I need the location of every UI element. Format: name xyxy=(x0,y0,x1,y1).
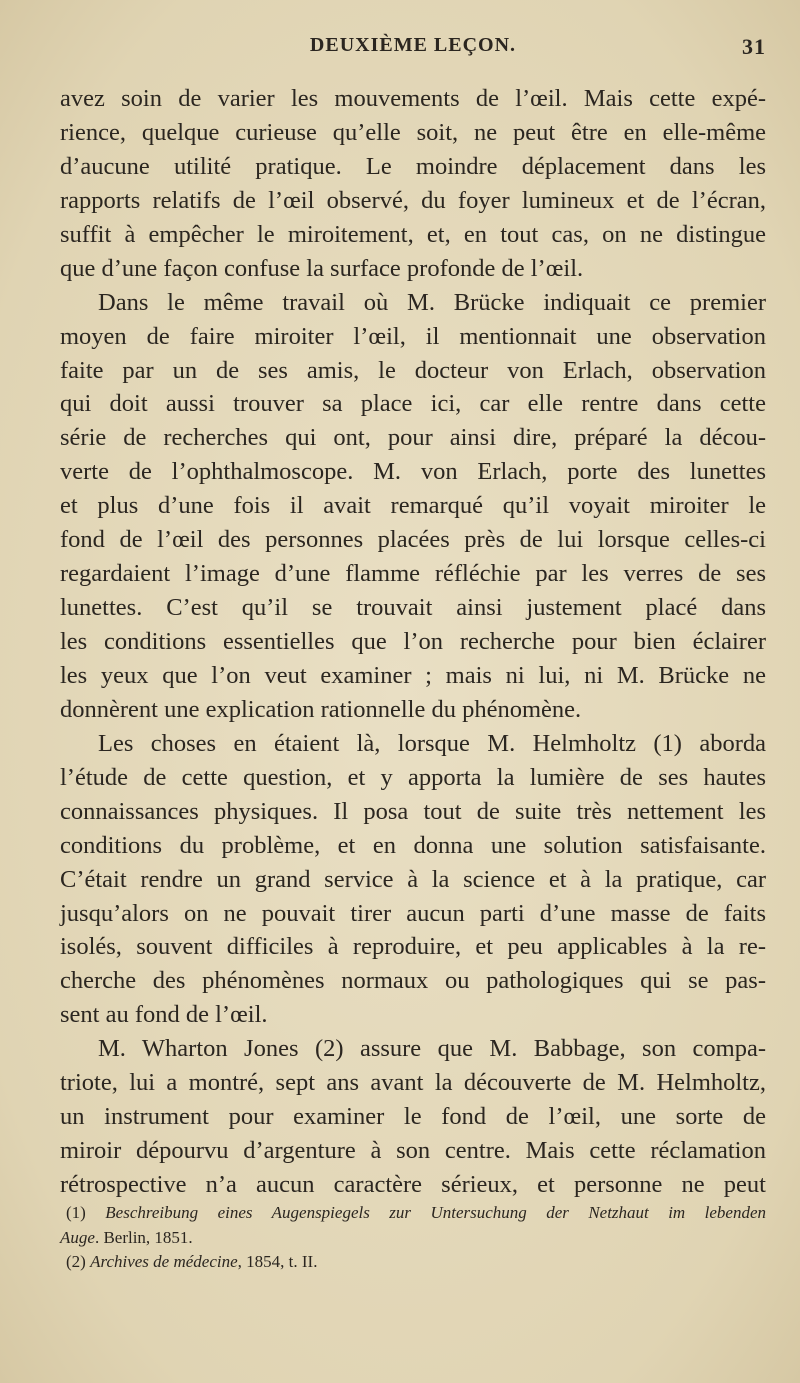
footnote-1 xyxy=(60,1201,766,1226)
footnote-title: Archives de médecine xyxy=(90,1252,238,1271)
text-line: d’aucune utilité pratique. Le moindre déplacement dans les xyxy=(60,152,766,180)
footnote-rest: . Berlin, 1851. xyxy=(94,1227,193,1247)
text-line: sent au fond de l’œil. xyxy=(60,1001,268,1029)
footnote-mark: (1) xyxy=(66,1203,86,1222)
footnote-mark: (2) xyxy=(66,1252,86,1271)
text-line: rétrospective n’a aucun caractère sérieux, et personne ne peut xyxy=(60,1171,766,1198)
text-line: triote, lui a montré, sept ans avant la découverte de M. Helmholtz, xyxy=(60,1069,766,1097)
text-line: faite par un de ses amis, le docteur von Erlach, observation xyxy=(60,356,766,384)
text-line: et plus d’une fois il avait remarqué qu’il voyait miroiter le xyxy=(60,492,766,520)
text-line: miroir dépourvu d’argenture à son centre. Mais cette réclamation xyxy=(60,1137,766,1165)
text-line: lunettes. C’est qu’il se trouvait ainsi justement placé dans xyxy=(60,594,766,622)
text-line: l’étude de cette question, et y apporta la lumière de ses hautes xyxy=(60,763,766,791)
text-line: verte de l’ophthalmoscope. M. von Erlach, porte des lunettes xyxy=(60,458,766,486)
text-line: rience, quelque curieuse qu’elle soit, ne peut être en elle-même xyxy=(60,118,766,146)
text-line: M. Wharton Jones (2) assure que M. Babbage, son compa- xyxy=(98,1035,766,1063)
text-line: isolés, souvent difficiles à reproduire, et peu applicables à la re- xyxy=(60,933,766,961)
footnote-2 xyxy=(60,1250,766,1275)
text-line: série de recherches qui ont, pour ainsi dire, préparé la décou- xyxy=(60,424,766,452)
text-line: regardaient l’image d’une flamme réfléchie par les verres de ses xyxy=(60,560,766,588)
footnote-1-cont xyxy=(60,1226,766,1251)
footnote-title: Beschreibung eines Augenspiegels zur Untersuchung der Netzhaut im lebenden xyxy=(105,1203,767,1222)
text-line: cherche des phénomènes normaux ou pathologiques qui se pas- xyxy=(60,967,766,995)
text-line: que d’une façon confuse la surface profonde de l’œil. xyxy=(60,254,584,282)
running-title: DEUXIÈME LEÇON. xyxy=(309,34,517,56)
text-line: connaissances physiques. Il posa tout de suite très nettement les xyxy=(60,797,766,825)
body-text xyxy=(60,82,766,1202)
footnote-rest: , 1854, t. II. xyxy=(237,1252,318,1271)
running-header xyxy=(60,34,766,62)
text-line: conditions du problème, et en donna une solution satisfaisante. xyxy=(60,831,766,859)
text-line: un instrument pour examiner le fond de l’œil, une sorte de xyxy=(60,1103,766,1131)
text-line: moyen de faire miroiter l’œil, il mentionnait une observation xyxy=(60,322,766,350)
text-line: suffit à empêcher le miroitement, et, en tout cas, on ne distingue xyxy=(60,220,766,248)
footnote-title-cont: Auge xyxy=(60,1227,95,1247)
text-line: C’était rendre un grand service à la science et à la pratique, car xyxy=(60,865,766,893)
text-line: les conditions essentielles que l’on recherche pour bien éclairer xyxy=(60,628,766,655)
text-line: rapports relatifs de l’œil observé, du foyer lumineux et de l’écran, xyxy=(60,186,766,214)
footnotes xyxy=(60,1201,766,1275)
text-line: Dans le même travail où M. Brücke indiquait ce premier xyxy=(98,288,766,316)
page-number: 31 xyxy=(742,34,766,59)
text-line: avez soin de varier les mouvements de l’œil. Mais cette expé- xyxy=(60,85,766,112)
text-line: fond de l’œil des personnes placées près de lui lorsque celles-ci xyxy=(60,526,766,554)
text-line: qui doit aussi trouver sa place ici, car elle rentre dans cette xyxy=(60,390,766,418)
text-line: les yeux que l’on veut examiner ; mais ni lui, ni M. Brücke ne xyxy=(60,661,766,689)
text-line: Les choses en étaient là, lorsque M. Helmholtz (1) aborda xyxy=(98,729,766,757)
text-line: donnèrent une explication rationnelle du phénomène. xyxy=(60,695,582,723)
text-line: jusqu’alors on ne pouvait tirer aucun parti d’une masse de faits xyxy=(60,899,766,927)
